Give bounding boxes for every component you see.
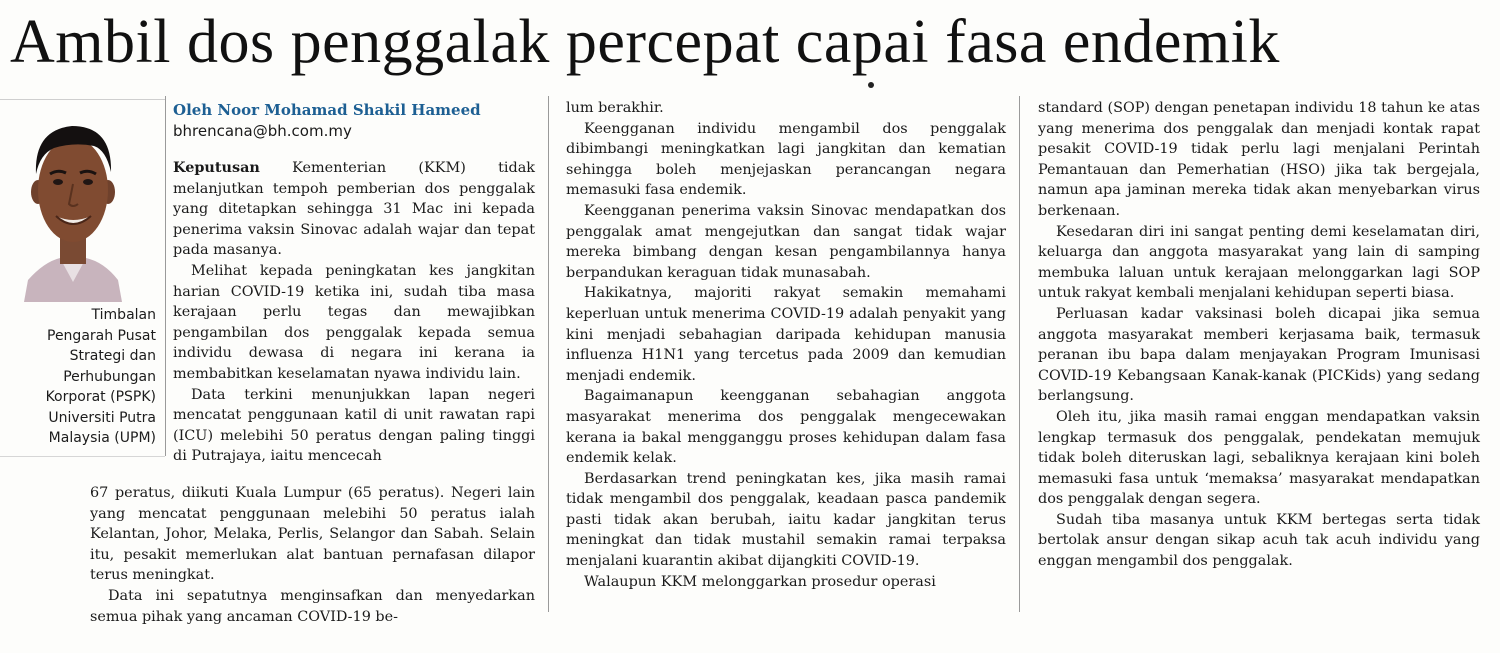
caption-line: Korporat (PSPK) xyxy=(45,389,156,405)
article-paragraph: Keengganan penerima vaksin Sinovac mendapatkan dos penggalak amat mengejutkan dan sangat tidak wajar mereka bimbang dengan kesan pengambilannya hanya berpandukan keraguan tidak munasabah. xyxy=(566,202,1006,281)
column-separator xyxy=(1019,96,1020,612)
article-paragraph: Perluasan kadar vaksinasi boleh dicapai jika semua anggota masyarakat memberi kerjasama baik, termasuk peranan ibu bapa dalam menjayakan Program Imunisasi COVID-19 Kebangsaan Kanak-kanak (PICKids) yang sedang berlangsung. xyxy=(1038,305,1480,405)
article-paragraph: lum berakhir. xyxy=(566,100,664,116)
article-paragraph: Berdasarkan trend peningkatan kes, jika masih ramai tidak mengambil dos penggalak, keadaan pasca pandemik pasti tidak akan berubah, iaitu kadar jangkitan terus meningkat dan tidak mustahil semakin ramai terpaksa menjalani kuarantin akibat dijangkiti COVID-19. xyxy=(566,470,1006,570)
column-separator xyxy=(548,96,549,612)
author-email[interactable]: bhrencana@bh.com.my xyxy=(173,122,352,140)
lead-word: Keputusan xyxy=(173,159,260,176)
article-paragraph: Data terkini menunjukkan lapan negeri mencatat penggunaan katil di unit rawatan rapi (ICU) melebihi 50 peratus dengan paling tinggi di Putrajaya, iaitu mencecah xyxy=(173,386,535,465)
article-paragraph: Walaupun KKM melonggarkan prosedur operasi xyxy=(584,573,936,590)
article-paragraph: standard (SOP) dengan penetapan individu 18 tahun ke atas yang menerima dos penggalak dan menjadi kontak rapat pesakit COVID-19 tidak perlu lagi menjalani Perintah Pemantauan dan Pemerhatian (HSO) jika tak bergejala, namun apa jaminan mereka tidak akan menyebarkan virus berkenaan. xyxy=(1038,100,1480,219)
article-paragraph xyxy=(173,158,535,261)
caption-line: Strategi dan xyxy=(69,348,156,364)
article-paragraph: 67 peratus, diikuti Kuala Lumpur (65 peratus). Negeri lain yang mencatat penggunaan melebihi 50 peratus ialah Kelantan, Johor, Melaka, Perlis, Selangor dan Sabah. Selain itu, pesakit memerlukan alat bantuan pernafasan dilapor terus meningkat. xyxy=(90,485,535,584)
caption-line: Timbalan xyxy=(91,307,156,323)
article-paragraph: Melihat kepada peningkatan kes jangkitan harian COVID-19 ketika ini, sudah tiba masa kerajaan perlu tegas dan mewajibkan pengambilan dos penggalak kepada semua individu dewasa di negara ini kerana ia membabitkan keselamatan nyawa individu lain. xyxy=(173,262,535,382)
sidebar-separator xyxy=(165,96,166,456)
author-name: Oleh Noor Mohamad Shakil Hameed xyxy=(173,101,481,119)
article-paragraph: Hakikatnya, majoriti rakyat semakin memahami keperluan untuk menerima COVID-19 adalah penyakit yang kini menjadi sebahagian daripada kehidupan manusia influenza H1N1 yang tercetus pada 2009 dan kemudian menjadi endemik. xyxy=(566,285,1006,384)
article-paragraph: Kesedaran diri ini sangat penting demi keselamatan diri, keluarga dan anggota masyarakat yang lain di samping membuka laluan untuk kerajaan melonggarkan lagi SOP untuk rakyat kembali menjalani kehidupan seperti biasa. xyxy=(1038,223,1480,302)
caption-line: Perhubungan xyxy=(63,368,156,385)
article-paragraph: Bagaimanapun keengganan sebahagian anggota masyarakat menerima dos penggalak mengecewakan kerana ia bakal mengganggu proses kehidupan dalam fasa endemik kelak. xyxy=(566,388,1006,467)
author-portrait-photo xyxy=(14,112,132,302)
caption-line: Pengarah Pusat xyxy=(47,327,156,344)
paragraph-text: Kementerian (KKM) tidak melanjutkan tempoh pemberian dos penggalak yang ditetapkan sehingga 31 Mac ini kepada penerima vaksin Sinovac adalah wajar dan tepat pada masanya. xyxy=(173,160,535,259)
caption-line: Malaysia (UPM) xyxy=(48,430,156,446)
article-paragraph: Data ini sepatutnya menginsafkan dan menyedarkan semua pihak yang ancaman COVID-19 be- xyxy=(90,587,535,625)
article-column-3 xyxy=(1038,98,1480,572)
article-paragraph: Keengganan individu mengambil dos penggalak dibimbangi meningkatkan lagi jangkitan dan kematian sehingga boleh menjejaskan perancangan negara memasuki fasa endemik. xyxy=(566,120,1006,199)
article-paragraph: Oleh itu, jika masih ramai enggan mendapatkan vaksin lengkap termasuk dos penggalak, pendekatan memujuk tidak boleh diteruskan lagi, sebaliknya kerajaan kini boleh memasuki fasa untuk ‘memaksa’ masyarakat mendapatkan dos penggalak dengan segera. xyxy=(1038,408,1480,508)
ornament-dot xyxy=(868,82,874,88)
article-column-2 xyxy=(566,98,1006,592)
headline: Ambil dos penggalak percepat capai fasa endemik xyxy=(10,8,1280,76)
sidebar-rule-top xyxy=(0,99,165,100)
article-paragraph: Sudah tiba masanya untuk KKM bertegas serta tidak bertolak ansur dengan sikap acuh tak acuh individu yang enggan mengambil dos penggalak. xyxy=(1038,511,1480,570)
article-column-1a xyxy=(173,158,535,467)
author-caption xyxy=(4,305,156,449)
caption-line: Universiti Putra xyxy=(48,409,156,426)
sidebar-rule-bottom xyxy=(0,456,165,457)
article-column-1b xyxy=(90,483,535,627)
byline xyxy=(173,100,481,142)
